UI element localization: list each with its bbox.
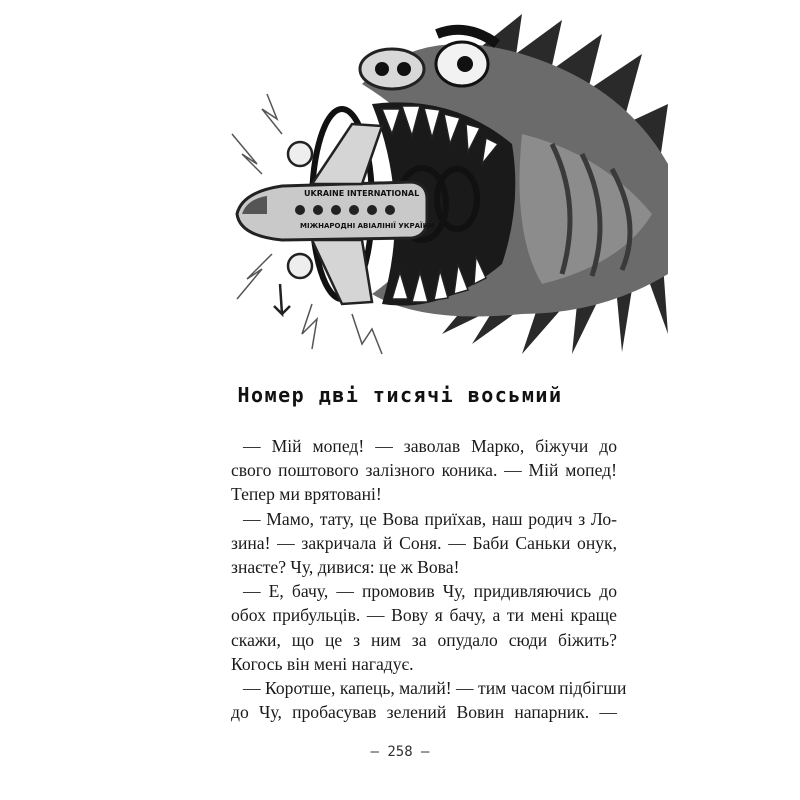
page-number: — 258 — xyxy=(370,744,430,760)
monster-plane-illustration xyxy=(222,14,668,356)
chapter-title: Номер дві тисячі восьмий xyxy=(237,383,563,407)
text-line: — Коротше, капець, малий! — тим часом підбігши xyxy=(243,678,627,699)
text-line: свого поштового залізного коника. — Мій мопед! xyxy=(231,460,617,481)
plane-livery-top: UKRAINE INTERNATIONAL xyxy=(304,189,420,198)
text-line: знаєте? Чу, дивися: це ж Вова! xyxy=(231,557,460,578)
text-line: Когось він мені нагадує. xyxy=(231,653,414,674)
text-line: зина! — закричала й Соня. — Баби Саньки онук, xyxy=(231,532,617,553)
text-line: — Е, бачу, — промовив Чу, придивляючись до xyxy=(243,581,617,602)
text-line: — Мамо, тату, це Вова приїхав, наш родич з Ло- xyxy=(243,508,617,529)
plane-livery-bottom: МІЖНАРОДНІ АВІАЛІНІЇ УКРАЇНИ xyxy=(300,222,435,230)
text-line: скажи, що це з ним за опудало сюди біжить? xyxy=(231,629,617,650)
body-text xyxy=(231,434,627,724)
text-line: — Мій мопед! — заволав Марко, біжучи до xyxy=(243,436,617,456)
text-line: до Чу, пробасував зелений Вовин напарник. — xyxy=(231,702,617,723)
text-line: обох прибульців. — Вову я бачу, а ти мені краще xyxy=(231,605,617,626)
text-line: Тепер ми врятовані! xyxy=(231,484,382,505)
